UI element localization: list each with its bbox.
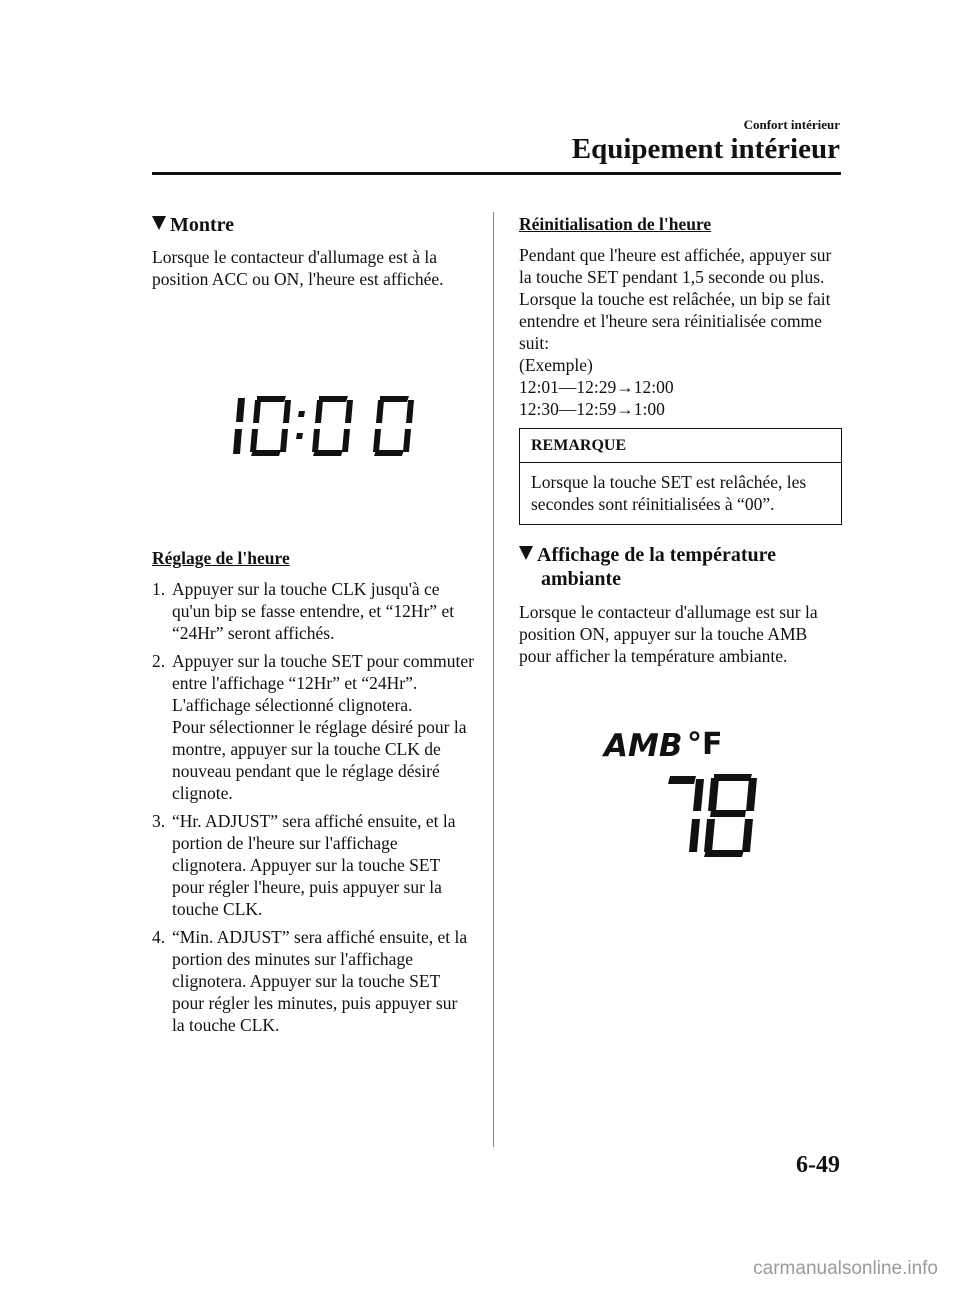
note-box [519,428,842,525]
list-item [152,810,474,920]
step-number: 1. [152,579,166,599]
step-number: 3. [152,811,166,831]
ambient-temp-section [519,543,841,667]
column-divider [493,212,494,1147]
note-title: REMARQUE [520,429,841,463]
section-label: Confort intérieur [743,117,840,132]
ambient-temp-heading [519,543,841,591]
reset-section [519,213,841,420]
set-time-section [152,547,474,1042]
header-divider [152,172,841,175]
ambient-temp-heading-line2: ambiante [541,568,621,590]
list-item [152,578,474,644]
clock-intro: Lorsque le contacteur d'allumage est à la position ACC ou ON, l'heure est affichée. [152,247,444,289]
step-text-continued: Pour sélectionner le réglage désiré pour la montre, appuyer sur la touche CLK de nouveau pendant que le réglage désiré clignote. [172,717,467,803]
watermark: carmanualsonline.info [753,1258,938,1279]
clock-heading-text: Montre [170,214,235,236]
reset-text: Pendant que l'heure est affichée, appuyer sur la touche SET pendant 1,5 seconde ou plus. Lorsque la touche est relâchée, un bip se fait entendre et l'heure sera réinitialisée comme suit: [519,245,832,353]
temperature-display-illustration [664,770,760,860]
ambient-temp-text: Lorsque le contacteur d'allumage est sur la position ON, appuyer sur la touche AMB pour afficher la température ambiante. [519,602,818,666]
reset-heading: Réinitialisation de l'heure [519,214,712,234]
page-number: 6-49 [796,1152,840,1178]
page-title: Equipement intérieur [571,133,840,165]
note-text: Lorsque la touche SET est relâchée, les secondes sont réinitialisées à “00”. [531,472,807,514]
example-line: 12:30―12:59→1:00 [519,399,665,419]
temperature-unit: °F [687,727,723,762]
step-number: 4. [152,927,166,947]
step-number: 2. [152,651,166,671]
set-time-steps [152,578,474,1036]
step-text: “Min. ADJUST” sera affiché ensuite, et la portion des minutes sur l'affichage clignotera. Appuyer sur la touche SET pour régler les minutes, puis appuyer sur la touche CLK. [172,927,468,1035]
clock-section [152,213,474,290]
amb-label: AMB [604,728,683,764]
list-item [152,650,474,804]
step-text: Appuyer sur la touche CLK jusqu'à ce qu'un bip se fasse entendre, et “12Hr” et “24Hr” seront affichés. [172,579,455,643]
triangle-bullet-icon [519,546,533,560]
step-text: Appuyer sur la touche SET pour commuter entre l'affichage “12Hr” et “24Hr”. L'affichage sélectionné clignotera. [172,651,474,715]
example-line: 12:01―12:29→12:00 [519,377,674,397]
clock-display-illustration [228,394,428,460]
list-item [152,926,474,1036]
ambient-temp-heading-line1: Affichage de la température [537,544,777,566]
clock-heading [152,213,474,237]
example-label: (Exemple) [519,355,593,375]
step-text: “Hr. ADJUST” sera affiché ensuite, et la portion de l'heure sur l'affichage clignotera. Appuyer sur la touche SET pour régler l'heure, puis appuyer sur la touche CLK. [172,811,456,919]
triangle-bullet-icon [152,216,166,230]
set-time-heading: Réglage de l'heure [152,548,290,568]
